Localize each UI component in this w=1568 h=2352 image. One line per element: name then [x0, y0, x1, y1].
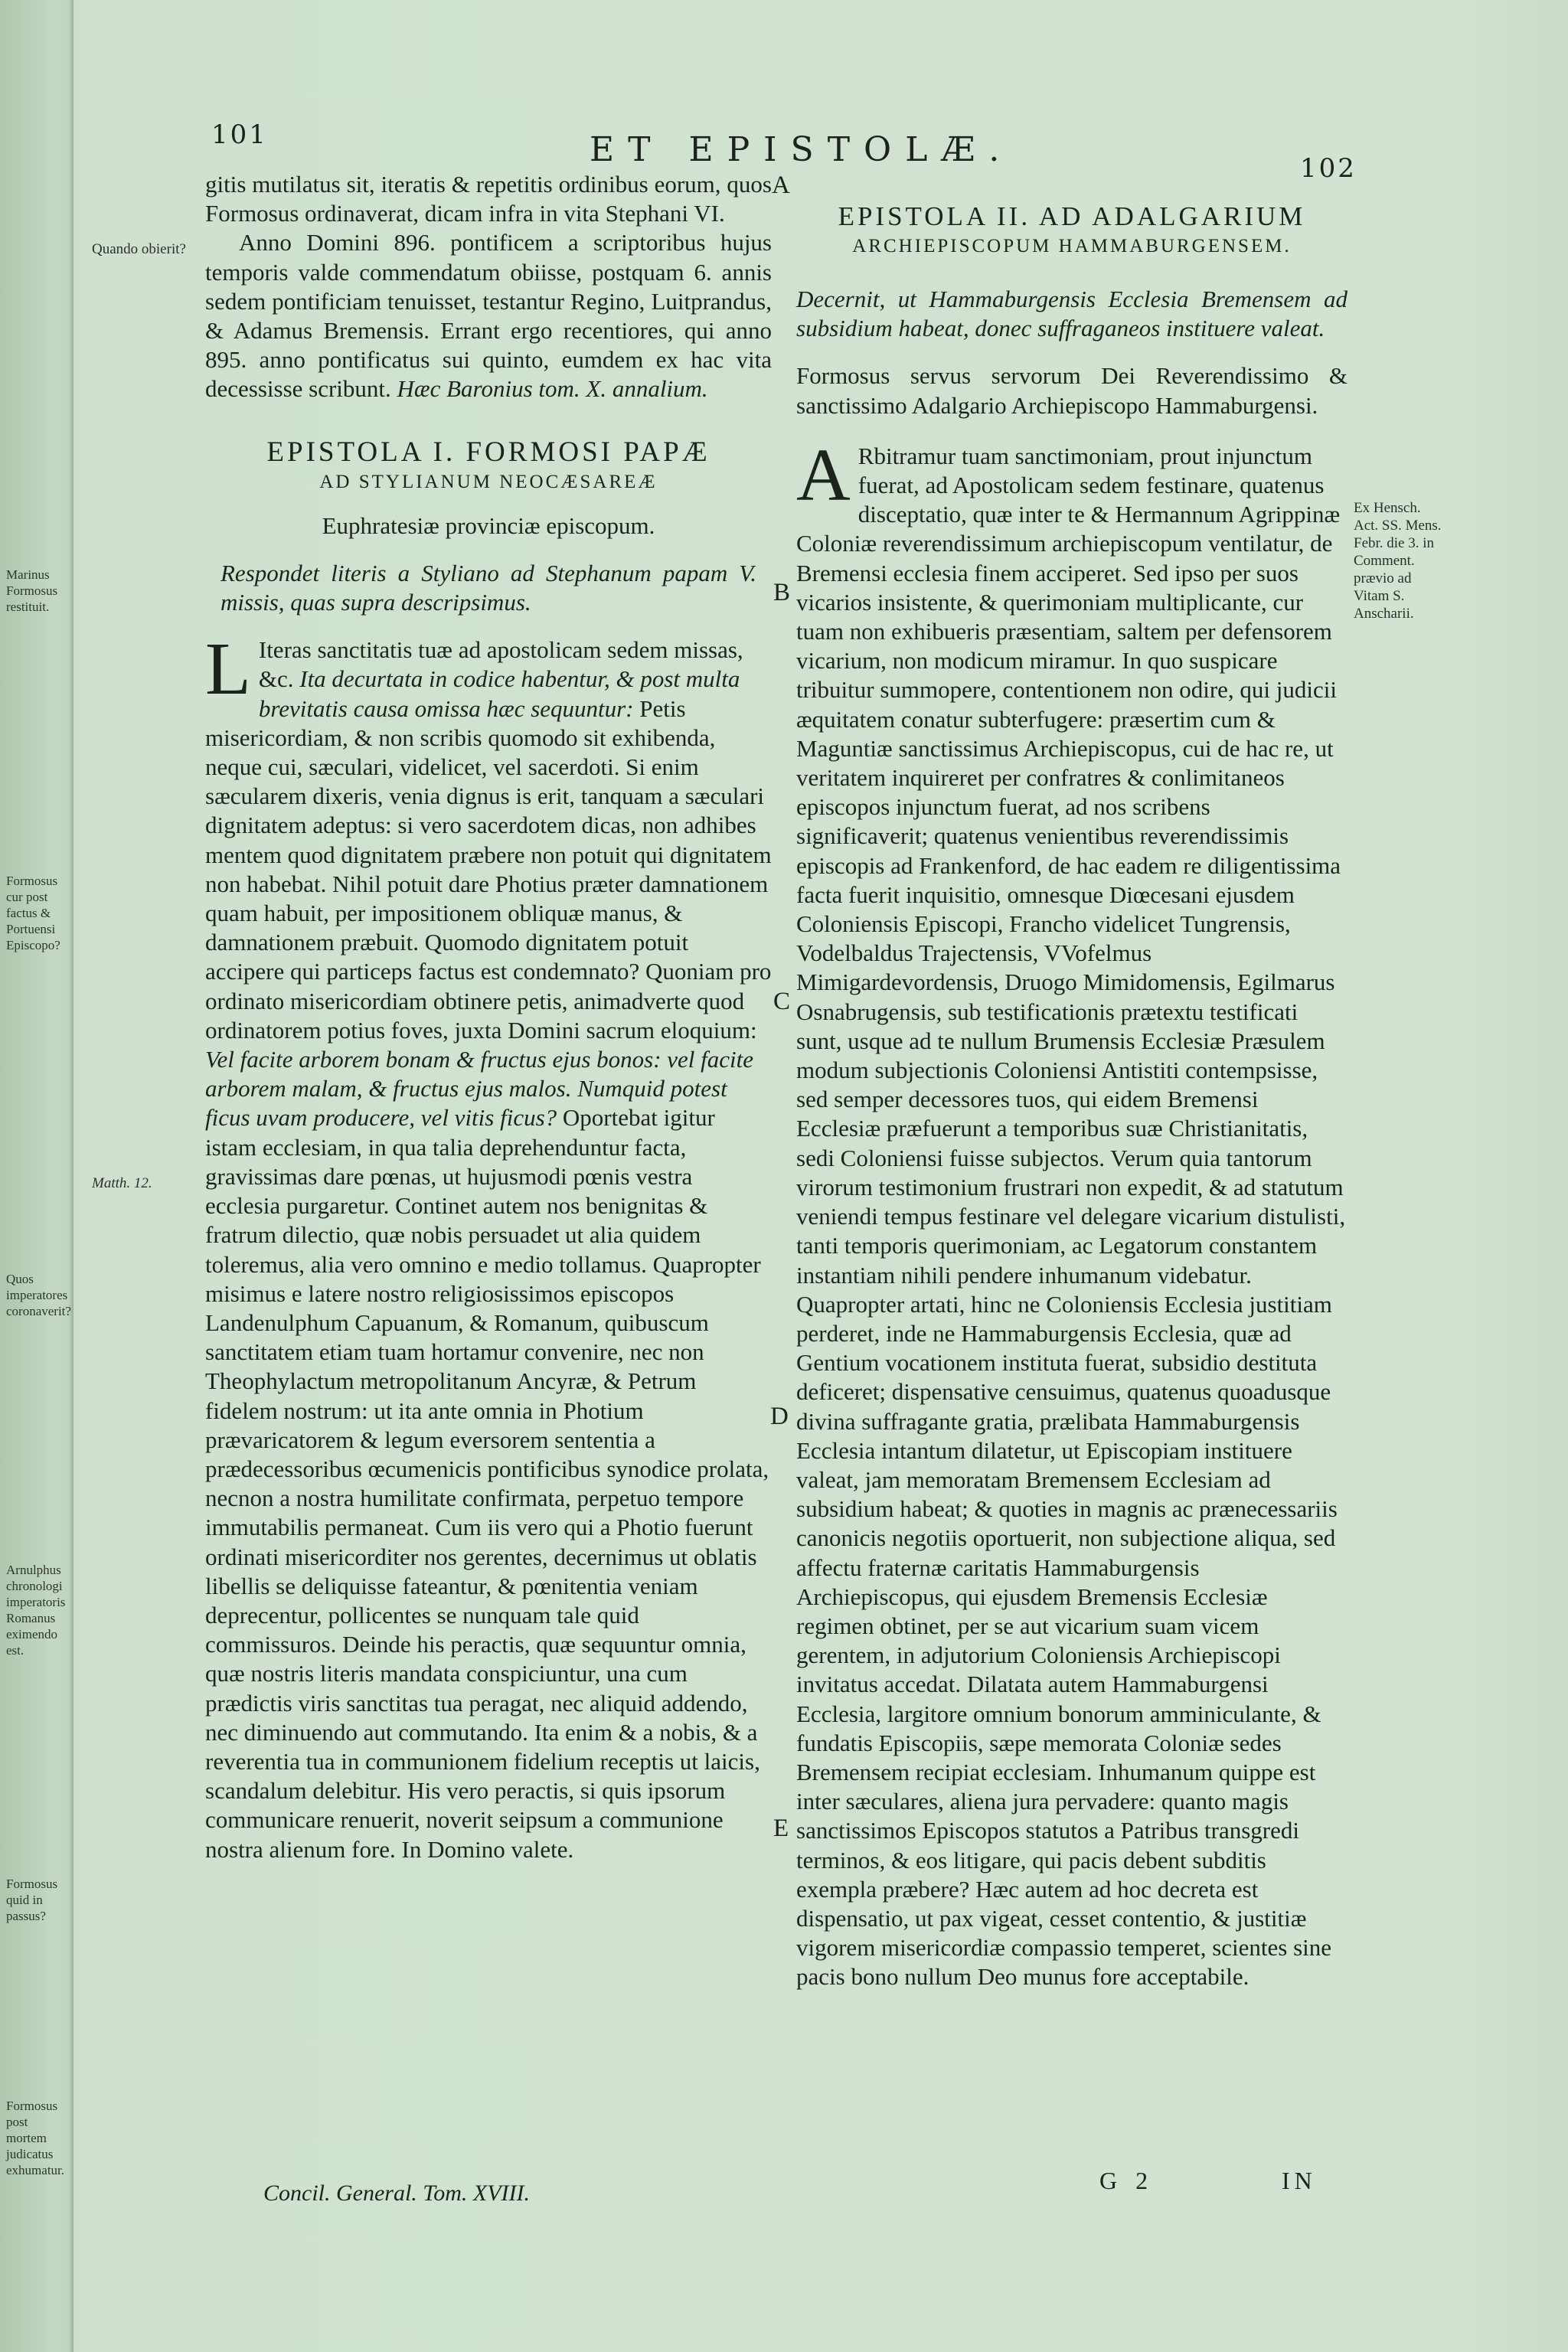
- epistola-ii-heading: EPISTOLA II. AD ADALGARIUM: [838, 201, 1306, 231]
- anno-paragraph: [205, 228, 772, 403]
- baronius-citation: Hæc Baronius tom. X. annalium.: [397, 375, 708, 403]
- gutter-note-1: Marinus Formosus restituit.: [6, 567, 58, 614]
- gutter-note-2: Formosus cur post factus & Portuensi Episcopo?: [6, 874, 60, 952]
- intro-italic: Ita decurtata in codice habentur, & post multa brevitatis causa omissa hæc sequuntur:: [258, 665, 740, 722]
- margin-note-quando: Quando obierit?: [92, 241, 186, 257]
- opening-paragraph: gitis mutilatus sit, iteratis & repetitis ordinibus eorum, quos Formosus ordinaverat, dicam infra in vita Stephani VI.: [205, 171, 772, 227]
- epistola-i-heading: EPISTOLA I. FORMOSI PAPÆ: [266, 436, 710, 468]
- left-page-number: 101: [211, 119, 268, 150]
- gutter-note-4: Arnulphus chronologi imperatoris Romanus eximendo est.: [6, 1563, 66, 1658]
- body-main-text: Petis misericordiam, & non scribis quomodo sit exhibenda, neque cui, sæculari, videlicet, vel sacerdoti. Si enim sæcularem dixeris, venia dignus is erit, tanquam a sæculari dignitatem adeptus: si vero sacerdotem dicas, non adhibes mentem quod dignitatem præbere non potuit qui dignitatem non habebat. Nihil potuit dare Photius præter damnationem quam habuit, per impositionem obliquæ manus, & damnationem præbuit. Quomodo dignitatem potuit accipere qui particeps factus est condemnato? Quoniam pro ordinato misericordiam obtinere petis, animadverte quod ordinatorem potius foves, juxta Domini sacrum eloquium:: [205, 694, 772, 1044]
- gutter-note-3: Quos imperatores coronaverit?: [6, 1272, 71, 1318]
- section-letter-b: B: [773, 579, 791, 606]
- right-column: [796, 199, 1348, 1992]
- body-scripture-quote: Vel facite arborem bonam & fructus ejus bonos: vel facite arborem malam, & fructus ejus malos. Numquid potest ficus uvam producere, vel vitis ficus?: [205, 1046, 754, 1132]
- dropcap-a: A: [796, 433, 851, 517]
- anno-text: Anno Domini 896. pontificem a scriptoribus hujus temporis valde commendatum obiisse, postquam 6. annis sedem pontificiam tenuisset, testantur Regino, Luitprandus, & Adamus Bremensis. Errant ergo recentiores, qui anno 895. anno pontificatus sui quinto, eumdem ex hac vita decessisse scribunt.: [205, 229, 772, 403]
- facing-page-gutter: [0, 0, 74, 2352]
- epistola-i-subheading: AD STYLIANUM NEOCÆSAREÆ: [319, 471, 658, 492]
- epistola-ii-body-text: Rbitramur tuam sanctimoniam, prout injunctum fuerat, ad Apostolicam sedem festinare, quatenus disceptatio, quæ inter te & Hermannum Agrippinæ Coloniæ reverendissimum archiepiscopum ventilatur, de Bremensi ecclesia finem acciperet. Sed ipso per suos vicarios insistente, & querimoniam multiplicante, cur tuam non exhibueris præsentiam, saltem per defensorem vicarium, non modicum miramur. In quo suspicare tribuitur summopere, contentionem non odire, qui judicii æquitatem conatur subterfugere: præsertim cum & Maguntiæ sanctissimus Archiepiscopus, cui de hac re, ut veritatem inquireret per confratres & conlimitaneos episcopos injunctum fuerat, ad nos scribens significaverit; quatenus venientibus reverendissimis episcopis ad Frankenford, de hac eadem re diligentissima facta fuerit inquisitio, omnesque Diœcesani ejusdem Coloniensis Episcopi, Francho videlicet Tungrensis, Vodelbaldus Trajectensis, VVofelmus Mimigardevordensis, Druogo Mimidomensis, Egilmarus Osnabrugensis, sub testificationis prætextu testificati sunt, usque ad te nullum Brumensis Ecclesiæ Præsulem modum subjectionis Coloniensi Antistiti contempsisse, sed semper decessores tuos, qui eidem Bremensi Ecclesiæ præfuerunt a temporibus suæ Christianitatis, sedi Coloniensi fuisse subjectos. Verum quia tantorum virorum testimonium frustrari non expedit, & ad statutum veniendi tempus festinare vel delegare vicarium distulisti, tanti temporis querimoniam, ac Legatorum constantem instantiam nihili pendere inhumanum videbatur. Quapropter artati, hinc ne Coloniensis Ecclesia justitiam perderet, inde ne Hammaburgensis Ecclesia, quæ ad Gentium vocationem instituta fuerat, subsidio destituta deficeret; dispensative censuimus, quatenus quoadusque divina suffragante gratia, prælibata Hammaburgensis Ecclesia intantum dilatetur, ut Episcopiam instituere valeat, jam memoratam Bremensem Ecclesiam ad subsidium habeat; & quoties in magnis ac prænecessariis canonicis negotiis oportuerit, non subjectione aliqua, sed affectu fraternæ caritatis Hammaburgensis Archiepiscopus, qui ejusdem Bremensis Ecclesiæ regimen obtinet, per se aut vicarium suam vicem gerentem, in adjutorium Coloniensis Archiepiscopi invitatus accedat. Dilatata autem Hammaburgensi Ecclesia, largitore omnium bonorum amminiculante, & fundatis Episcopiis, sæpe memorata Coloniæ sedes Bremensem recipiat ecclesiam. Inhumanum quippe est inter sæculares, aliena jura pervadere: quanto magis sanctissimos Episcopos statutos a Patribus transgredi terminos, & eos litigare, qui pacis debent subditis exempla præbere? Hæc autem ad hoc decreta est dispensatio, ut pax vigeat, cesset contentio, & justitiæ vigorem misericordiæ compassio temperet, scientes sine pacis bono nullum Deo munus fore acceptabile.: [796, 442, 1346, 1991]
- footer-catchword: IN: [1282, 2167, 1317, 2194]
- section-letter-e: E: [773, 1815, 789, 1842]
- dropcap-l: L: [205, 628, 251, 711]
- gutter-note-6: Formosus post mortem judicatus exhumatur.: [6, 2099, 65, 2177]
- intro-text: Iteras sanctitatis tuæ ad apostolicam sedem missas, &c.: [258, 636, 743, 693]
- margin-note-matthew: Matth. 12.: [92, 1175, 152, 1191]
- body-rest-text: Oportebat igitur istam ecclesiam, in qua talia deprehenduntur facta, gravissimas dare pœnas, ut hujusmodi pœnis vestra ecclesia purgaretur. Continet autem nos benignitas & fratrum dilectio, quæ nobis persuadet ut alia quidem toleremus, alia vero omnino e medio tollamus. Quapropter misimus e latere nostro religiosissimos episcopos Landenulphum Capuanum, & Romanum, quibuscum sanctitatem etiam tuam hortamur convenire, nec non Theophylactum metropolitanum Ancyræ, & Petrum fidelem nostrum: ut ita ante omnia in Photium prævaricatorem & legum eversorem sententia a prædecessoribus œcumenicis pontificibus synodice prolata, necnon a nostra humilitate confirmata, perpetuo tempore immutabilis permaneat. Cum iis vero qui a Photio fuerunt ordinati misericorditer nos gerentes, decernimus ut oblatis libellis se deliquisse fateantur, & pœnitentia veniam deprecentur, pollicentes se nunquam tale quid commissuros. Deinde his peractis, quæ sequuntur omnia, quæ nostris literis mandata conspiciuntur, una cum prædictis viris sanctitas tua peragat, nec aliquid addendo, nec diminuendo aut commutando. Ita enim & a nobis, & a reverentia tua in communionem fidelium receptis ut laicis, scandalum delebitur. His vero peractis, si quis ipsorum communicare renuerit, noverit seipsum a communione nostra alienum fore. In Domino valete.: [205, 1104, 769, 1863]
- section-letter-d: D: [770, 1403, 789, 1430]
- epistola-ii-body: [796, 433, 1348, 1992]
- epistola-i-intro: [205, 628, 772, 1863]
- footer-volume: Concil. General. Tom. XVIII.: [263, 2180, 531, 2206]
- running-title: ET EPISTOLÆ.: [590, 130, 1014, 169]
- gutter-note-5: Formosus quid in passus?: [6, 1877, 58, 1923]
- section-letter-c: C: [773, 988, 791, 1015]
- epistola-ii-salutation: Formosus servus servorum Dei Reverendissimo & sanctissimo Adalgario Archiepiscopo Hammaburgensi.: [796, 362, 1348, 419]
- left-column: [205, 170, 772, 1864]
- right-page-number: 102: [1300, 153, 1357, 184]
- epistola-i-body: [205, 628, 772, 1864]
- epistola-i-province: Euphratesiæ provinciæ episcopum.: [322, 511, 655, 539]
- margin-note-source: Ex Hensch. Act. SS. Mens. Febr. die 3. in Comment. prævio ad Vitam S. Anscharii.: [1354, 500, 1442, 622]
- epistola-i-summary: Respondet literis a Styliano ad Stephanum papam V. missis, quas supra descripsimus.: [220, 559, 756, 616]
- section-letter-a: A: [772, 172, 790, 199]
- footer-signature: G 2: [1099, 2167, 1155, 2194]
- epistola-ii-subheading: ARCHIEPISCOPUM HAMMABURGENSEM.: [852, 236, 1292, 256]
- epistola-ii-summary: Decernit, ut Hammaburgensis Ecclesia Bremensem ad subsidium habeat, donec suffraganeos instituere valeat.: [796, 286, 1348, 342]
